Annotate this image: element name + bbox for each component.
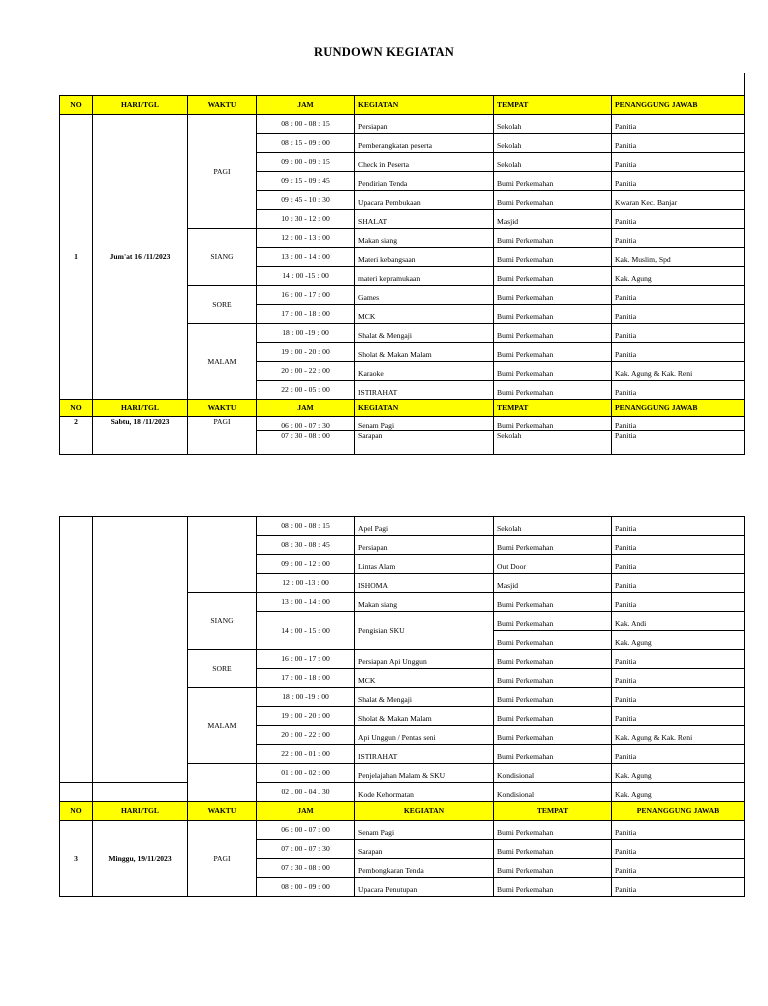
cell-kegiatan	[355, 417, 494, 455]
cell-pj: Kak. Agung	[612, 631, 745, 650]
cell-jam: 16 : 00 - 17 : 00	[257, 286, 355, 305]
period-pagi: PAGI	[188, 821, 257, 897]
cell-jam: 08 : 00 - 09 : 00	[257, 878, 355, 897]
cell-jam: 20 : 00 - 22 : 00	[257, 362, 355, 381]
cell-tempat: Bumi Perkemahan	[494, 593, 612, 612]
cell-jam: 01 : 00 - 02 : 00	[257, 764, 355, 783]
cell-tempat: Bumi Perkemahan	[494, 821, 612, 840]
cell-tempat: Kondisional	[494, 764, 612, 783]
cell-jam: 10 : 30 - 12 : 00	[257, 210, 355, 229]
cell-tempat: Sekolah	[494, 517, 612, 536]
cell-jam-line: 07 : 30 - 08 : 00	[257, 430, 354, 440]
cell-jam: 09 : 00 - 09 : 15	[257, 153, 355, 172]
header-waktu: WAKTU	[188, 802, 257, 821]
cell-tempat: Bumi Perkemahan	[494, 381, 612, 400]
header-hari-tgl: HARI/TGL	[93, 96, 188, 115]
cell-tempat: Bumi Perkemahan	[494, 878, 612, 897]
cell-kegiatan: Makan siang	[355, 229, 494, 248]
cell-jam: 09 : 00 - 12 : 00	[257, 555, 355, 574]
cell-pj: Panitia	[612, 878, 745, 897]
row-no	[60, 783, 93, 802]
cell-jam: 17 : 00 - 18 : 00	[257, 305, 355, 324]
cell-tempat: Bumi Perkemahan	[494, 650, 612, 669]
cell-pj: Panitia	[612, 229, 745, 248]
header-penanggung-jawab: PENANGGUNG JAWAB	[612, 96, 745, 115]
cell-jam: 07 : 30 - 08 : 00	[257, 859, 355, 878]
cell-kegiatan: Kode Kehormatan	[355, 783, 494, 802]
table-row	[60, 417, 745, 455]
row-date: Sabtu, 18 /11/2023	[93, 417, 188, 455]
header-row	[60, 400, 745, 417]
cell-pj: Panitia	[612, 669, 745, 688]
cell-tempat: Bumi Perkemahan	[494, 745, 612, 764]
cell-tempat: Masjid	[494, 210, 612, 229]
cell-pj: Panitia	[612, 688, 745, 707]
cell-jam-line: 06 : 00 - 07 : 30	[281, 421, 330, 430]
cell-pj: Panitia	[612, 707, 745, 726]
cell-kegiatan: Lintas Alam	[355, 555, 494, 574]
header-waktu: WAKTU	[188, 400, 257, 417]
cell-pj: Panitia	[612, 381, 745, 400]
header-penanggung-jawab: PENANGGUNG JAWAB	[612, 802, 745, 821]
period-sore: SORE	[188, 286, 257, 324]
period-pagi: PAGI	[188, 115, 257, 229]
header-no: NO	[60, 96, 93, 115]
cell-pj: Kwaran Kec. Banjar	[612, 191, 745, 210]
row-no: 1	[60, 115, 93, 400]
header-row	[60, 802, 745, 821]
cell-pj: Panitia	[612, 650, 745, 669]
header-row	[60, 96, 745, 115]
period-empty	[188, 764, 257, 802]
cell-pj: Panitia	[612, 574, 745, 593]
cell-pj: Panitia	[612, 153, 745, 172]
cell-kegiatan-line: Senam Pagi	[358, 421, 395, 430]
cell-jam: 18 : 00 -19 : 00	[257, 688, 355, 707]
rundown-table-1	[59, 95, 745, 455]
cell-jam: 19 : 00 - 20 : 00	[257, 707, 355, 726]
cell-pj: Panitia	[612, 745, 745, 764]
cell-kegiatan: SHALAT	[355, 210, 494, 229]
header-no: NO	[60, 400, 93, 417]
cell-tempat: Sekolah	[494, 153, 612, 172]
cell-tempat: Sekolah	[494, 115, 612, 134]
period-siang: SIANG	[188, 593, 257, 650]
cell-pj: Panitia	[612, 115, 745, 134]
header-tempat: TEMPAT	[494, 400, 612, 417]
cell-jam: 17 : 00 - 18 : 00	[257, 669, 355, 688]
period-malam: MALAM	[188, 324, 257, 400]
row-no: 2	[60, 417, 93, 455]
cell-jam: 16 : 00 - 17 : 00	[257, 650, 355, 669]
period-pagi-cont	[188, 517, 257, 593]
cell-tempat: Bumi Perkemahan	[494, 669, 612, 688]
cell-jam: 09 : 15 - 09 : 45	[257, 172, 355, 191]
cell-tempat: Bumi Perkemahan	[494, 286, 612, 305]
cell-pj: Kak. Agung	[612, 764, 745, 783]
cell-kegiatan: Upacara Penutupan	[355, 878, 494, 897]
period-sore: SORE	[188, 650, 257, 688]
cell-tempat: Bumi Perkemahan	[494, 707, 612, 726]
cell-kegiatan: Api Unggun / Pentas seni	[355, 726, 494, 745]
cell-kegiatan: Persiapan Api Unggun	[355, 650, 494, 669]
period-siang: SIANG	[188, 229, 257, 286]
cell-jam	[257, 417, 355, 455]
header-jam: JAM	[257, 802, 355, 821]
cell-tempat: Kondisional	[494, 783, 612, 802]
cell-jam: 13 : 00 - 14 : 00	[257, 248, 355, 267]
header-jam: JAM	[257, 400, 355, 417]
cell-kegiatan: Pemberangkatan peserta	[355, 134, 494, 153]
cell-pj: Panitia	[612, 305, 745, 324]
cell-jam: 08 : 00 - 08 : 15	[257, 517, 355, 536]
cell-tempat	[494, 417, 612, 455]
header-hari-tgl: HARI/TGL	[93, 400, 188, 417]
cell-tempat-line: Bumi Perkemahan	[497, 421, 554, 430]
cell-pj: Kak. Agung	[612, 267, 745, 286]
table-row	[60, 783, 745, 802]
header-hari-tgl: HARI/TGL	[93, 802, 188, 821]
cell-kegiatan: Pendirian Tenda	[355, 172, 494, 191]
cell-jam: 08 : 00 - 08 : 15	[257, 115, 355, 134]
row-date: Jum'at 16 /11/2023	[93, 115, 188, 400]
header-tempat: TEMPAT	[494, 802, 612, 821]
cell-tempat: Bumi Perkemahan	[494, 229, 612, 248]
cell-kegiatan: ISTIRAHAT	[355, 381, 494, 400]
table-row	[60, 115, 745, 134]
cell-tempat: Bumi Perkemahan	[494, 172, 612, 191]
cell-kegiatan: Persiapan	[355, 115, 494, 134]
cell-pj: Panitia	[612, 517, 745, 536]
header-kegiatan: KEGIATAN	[355, 400, 494, 417]
cell-pj: Panitia	[612, 536, 745, 555]
cell-jam: 07 : 00 - 07 : 30	[257, 840, 355, 859]
cell-tempat: Bumi Perkemahan	[494, 859, 612, 878]
cell-pj: Panitia	[612, 172, 745, 191]
cell-kegiatan: Sholat & Makan Malam	[355, 343, 494, 362]
cell-kegiatan: Penjelajahan Malam & SKU	[355, 764, 494, 783]
cell-jam: 14 : 00 -15 : 00	[257, 267, 355, 286]
cell-pj: Panitia	[612, 840, 745, 859]
row-no	[60, 517, 93, 783]
cell-kegiatan: Pengisian SKU	[355, 612, 494, 650]
cell-tempat: Bumi Perkemahan	[494, 631, 612, 650]
cell-tempat: Bumi Perkemahan	[494, 267, 612, 286]
header-penanggung-jawab: PENANGGUNG JAWAB	[612, 400, 745, 417]
row-date: Minggu, 19/11/2023	[93, 821, 188, 897]
cell-pj: Panitia	[612, 134, 745, 153]
cell-tempat: Bumi Perkemahan	[494, 362, 612, 381]
cell-tempat: Bumi Perkemahan	[494, 840, 612, 859]
cell-tempat: Sekolah	[494, 134, 612, 153]
cell-kegiatan: Makan siang	[355, 593, 494, 612]
row-date	[93, 517, 188, 783]
cell-pj: Panitia	[612, 210, 745, 229]
cell-jam: 02 . 00 - 04 . 30	[257, 783, 355, 802]
cell-kegiatan-line: Sarapan	[355, 430, 493, 440]
cell-jam: 12 : 00 - 13 : 00	[257, 229, 355, 248]
header-no: NO	[60, 802, 93, 821]
cell-pj: Panitia	[612, 821, 745, 840]
cell-kegiatan: Sarapan	[355, 840, 494, 859]
cell-kegiatan: Upacara Pembukaan	[355, 191, 494, 210]
cell-pj: Panitia	[612, 324, 745, 343]
cell-tempat: Bumi Perkemahan	[494, 612, 612, 631]
table-row	[60, 821, 745, 840]
cell-jam: 13 : 00 - 14 : 00	[257, 593, 355, 612]
rundown-table-2	[59, 516, 745, 897]
cell-tempat: Bumi Perkemahan	[494, 248, 612, 267]
cell-jam: 20 : 00 - 22 : 00	[257, 726, 355, 745]
cell-jam: 08 : 15 - 09 : 00	[257, 134, 355, 153]
cell-pj: Panitia	[612, 593, 745, 612]
cell-jam: 08 : 30 - 08 : 45	[257, 536, 355, 555]
cell-tempat-line: Sekolah	[494, 430, 611, 440]
row-date	[93, 783, 188, 802]
cell-tempat: Bumi Perkemahan	[494, 191, 612, 210]
cell-jam: 09 : 45 - 10 : 30	[257, 191, 355, 210]
cell-kegiatan: Games	[355, 286, 494, 305]
cell-jam: 06 : 00 - 07 : 00	[257, 821, 355, 840]
cell-pj: Panitia	[612, 286, 745, 305]
cell-kegiatan: Pembongkaran Tenda	[355, 859, 494, 878]
cell-pj: Panitia	[612, 343, 745, 362]
cell-tempat: Bumi Perkemahan	[494, 536, 612, 555]
cell-pj-line: Panitia	[615, 421, 637, 430]
cell-jam: 22 : 00 - 05 : 00	[257, 381, 355, 400]
cell-kegiatan: Sholat & Makan Malam	[355, 707, 494, 726]
cell-pj: Kak. Agung & Kak. Reni	[612, 726, 745, 745]
cell-jam: 18 : 00 -19 : 00	[257, 324, 355, 343]
header-jam: JAM	[257, 96, 355, 115]
cell-tempat: Bumi Perkemahan	[494, 343, 612, 362]
cell-jam: 14 : 00 - 15 : 00	[257, 612, 355, 650]
cell-jam: 12 : 00 -13 : 00	[257, 574, 355, 593]
cell-pj: Kak. Agung	[612, 783, 745, 802]
cell-tempat: Out Door	[494, 555, 612, 574]
cell-pj: Kak. Andi	[612, 612, 745, 631]
period-pagi: PAGI	[188, 417, 257, 455]
header-kegiatan: KEGIATAN	[355, 96, 494, 115]
period-malam: MALAM	[188, 688, 257, 764]
cell-kegiatan: ISTIRAHAT	[355, 745, 494, 764]
cell-kegiatan: materi kepramukaan	[355, 267, 494, 286]
header-kegiatan: KEGIATAN	[355, 802, 494, 821]
cell-kegiatan: Apel Pagi	[355, 517, 494, 536]
border-line	[744, 73, 745, 95]
cell-tempat: Bumi Perkemahan	[494, 726, 612, 745]
cell-kegiatan: Shalat & Mengaji	[355, 324, 494, 343]
cell-tempat: Bumi Perkemahan	[494, 688, 612, 707]
cell-tempat: Bumi Perkemahan	[494, 305, 612, 324]
cell-kegiatan: MCK	[355, 669, 494, 688]
cell-pj: Panitia	[612, 555, 745, 574]
cell-kegiatan: Shalat & Mengaji	[355, 688, 494, 707]
document-title: RUNDOWN KEGIATAN	[314, 45, 454, 59]
cell-kegiatan: Check in Peserta	[355, 153, 494, 172]
cell-pj: Kak. Muslim, Spd	[612, 248, 745, 267]
cell-kegiatan: MCK	[355, 305, 494, 324]
cell-kegiatan: ISHOMA	[355, 574, 494, 593]
cell-kegiatan: Karaoke	[355, 362, 494, 381]
cell-tempat: Bumi Perkemahan	[494, 324, 612, 343]
cell-kegiatan: Senam Pagi	[355, 821, 494, 840]
cell-pj: Panitia	[612, 859, 745, 878]
cell-pj	[612, 417, 745, 455]
row-no: 3	[60, 821, 93, 897]
cell-jam: 22 : 00 - 01 : 00	[257, 745, 355, 764]
header-waktu: WAKTU	[188, 96, 257, 115]
table-row	[60, 517, 745, 536]
cell-jam: 19 : 00 - 20 : 00	[257, 343, 355, 362]
cell-tempat: Masjid	[494, 574, 612, 593]
cell-kegiatan: Persiapan	[355, 536, 494, 555]
header-tempat: TEMPAT	[494, 96, 612, 115]
cell-kegiatan: Materi kebangsaan	[355, 248, 494, 267]
cell-pj: Kak. Agung & Kak. Reni	[612, 362, 745, 381]
cell-pj-line: Panitia	[612, 430, 744, 440]
